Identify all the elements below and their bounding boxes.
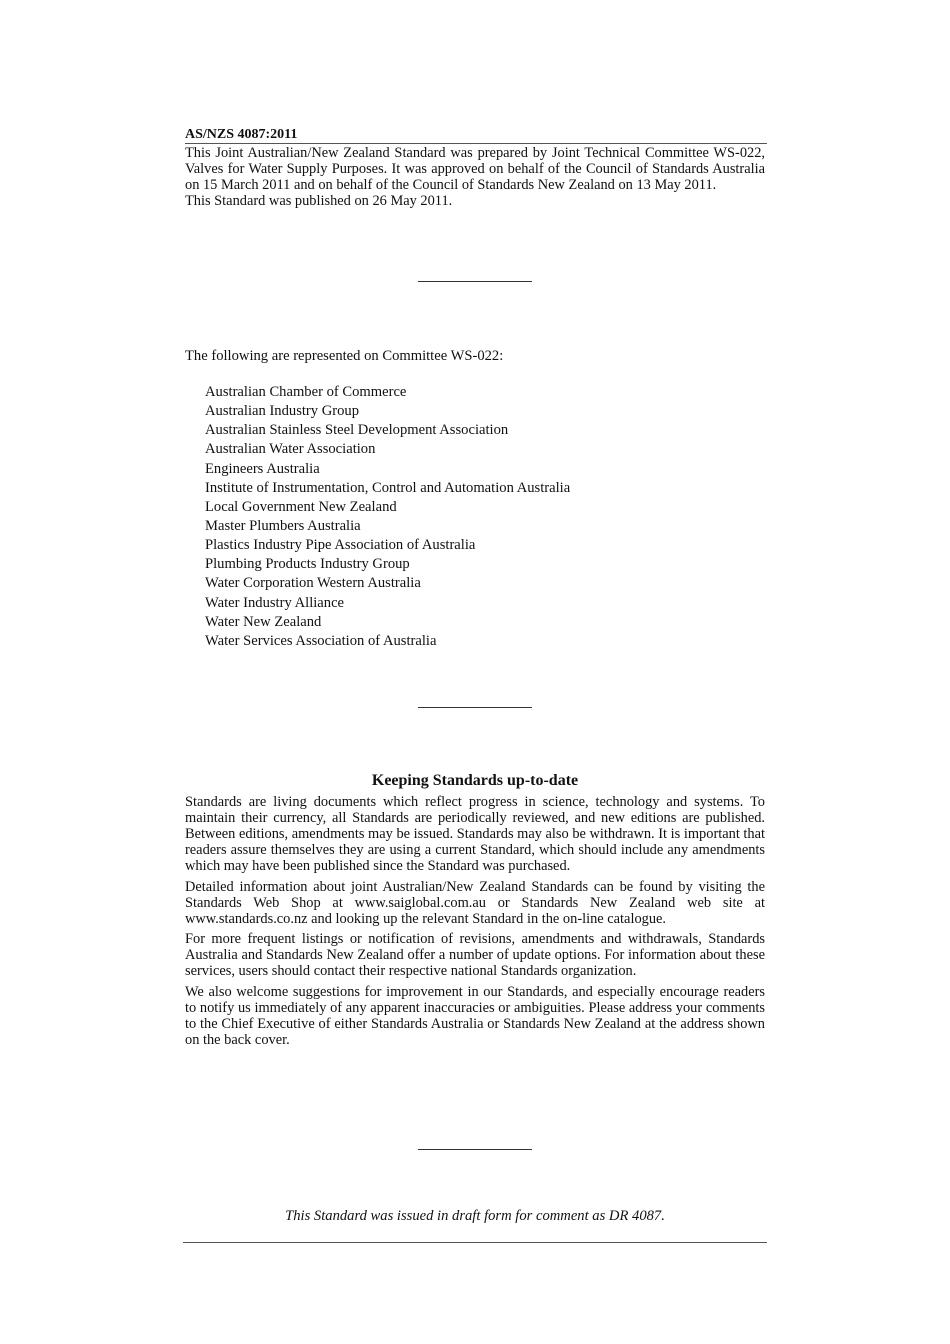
approval-text: This Joint Australian/New Zealand Standard was prepared by Joint Technical Committee WS-022, Valves for Water Supply Purposes. It was approved on behalf of the Council of Standards Australia on 15 March 2011 and on behalf of the Council of Standards New Zealand on 13 May 2011. (185, 145, 765, 193)
body-paragraph: For more frequent listings or notification of revisions, amendments and withdrawals, Standards Australia and Standards New Zealand offer a number of update options. For information about these services, users should contact their respective national Standards organization. (185, 931, 765, 979)
separator-rule (418, 1149, 532, 1150)
separator-rule (418, 281, 532, 282)
keeping-up-to-date-body (185, 794, 765, 1052)
committee-member: Plumbing Products Industry Group (205, 556, 410, 573)
footer-rule (183, 1242, 767, 1243)
committee-member: Master Plumbers Australia (205, 517, 361, 534)
committee-member: Local Government New Zealand (205, 498, 397, 515)
committee-member: Australian Industry Group (205, 403, 360, 420)
committee-member: Water Services Association of Australia (205, 632, 437, 649)
approval-block (185, 145, 765, 209)
standard-id: AS/NZS 4087:2011 (185, 127, 767, 144)
committee-member: Engineers Australia (205, 460, 320, 477)
publication-text: This Standard was published on 26 May 2011. (185, 193, 453, 209)
committee-member: Institute of Instrumentation, Control and Automation Australia (205, 479, 571, 496)
body-paragraph: Detailed information about joint Australian/New Zealand Standards can be found by visiting the Standards Web Shop at www.saiglobal.com.au or Standards New Zealand web site at www.standards.co.nz and looking up the relevant Standard in the on-line catalogue. (185, 878, 765, 927)
committee-member: Water Industry Alliance (205, 594, 345, 611)
committee-intro: The following are represented on Committee WS-022: (185, 348, 504, 364)
committee-member: Plastics Industry Pipe Association of Australia (205, 537, 476, 554)
body-paragraph: We also welcome suggestions for improvement in our Standards, and especially encourage readers to notify us immediately of any apparent inaccuracies or ambiguities. Please address your comments to the Chief Executive of either Standards Australia or Standards New Zealand at the address shown on the back cover. (185, 983, 765, 1048)
section-heading: Keeping Standards up-to-date (371, 772, 579, 789)
committee-member: Australian Water Association (205, 441, 376, 458)
separator-rule (418, 707, 532, 708)
committee-member: Water Corporation Western Australia (205, 575, 421, 592)
committee-member-list (205, 383, 570, 651)
committee-member: Water New Zealand (205, 613, 322, 630)
committee-member: Australian Chamber of Commerce (205, 384, 407, 400)
draft-note: This Standard was issued in draft form for comment as DR 4087. (285, 1208, 665, 1224)
body-paragraph: Standards are living documents which reflect progress in science, technology and systems. To maintain their currency, all Standards are periodically reviewed, and new editions are published. Between editions, amendments may be issued. Standards may also be withdrawn. It is important that readers assure themselves they are using a current Standard, which should include any amendments which may have been published since the Standard was purchased. (185, 794, 765, 874)
committee-member: Australian Stainless Steel Development Association (205, 422, 509, 439)
